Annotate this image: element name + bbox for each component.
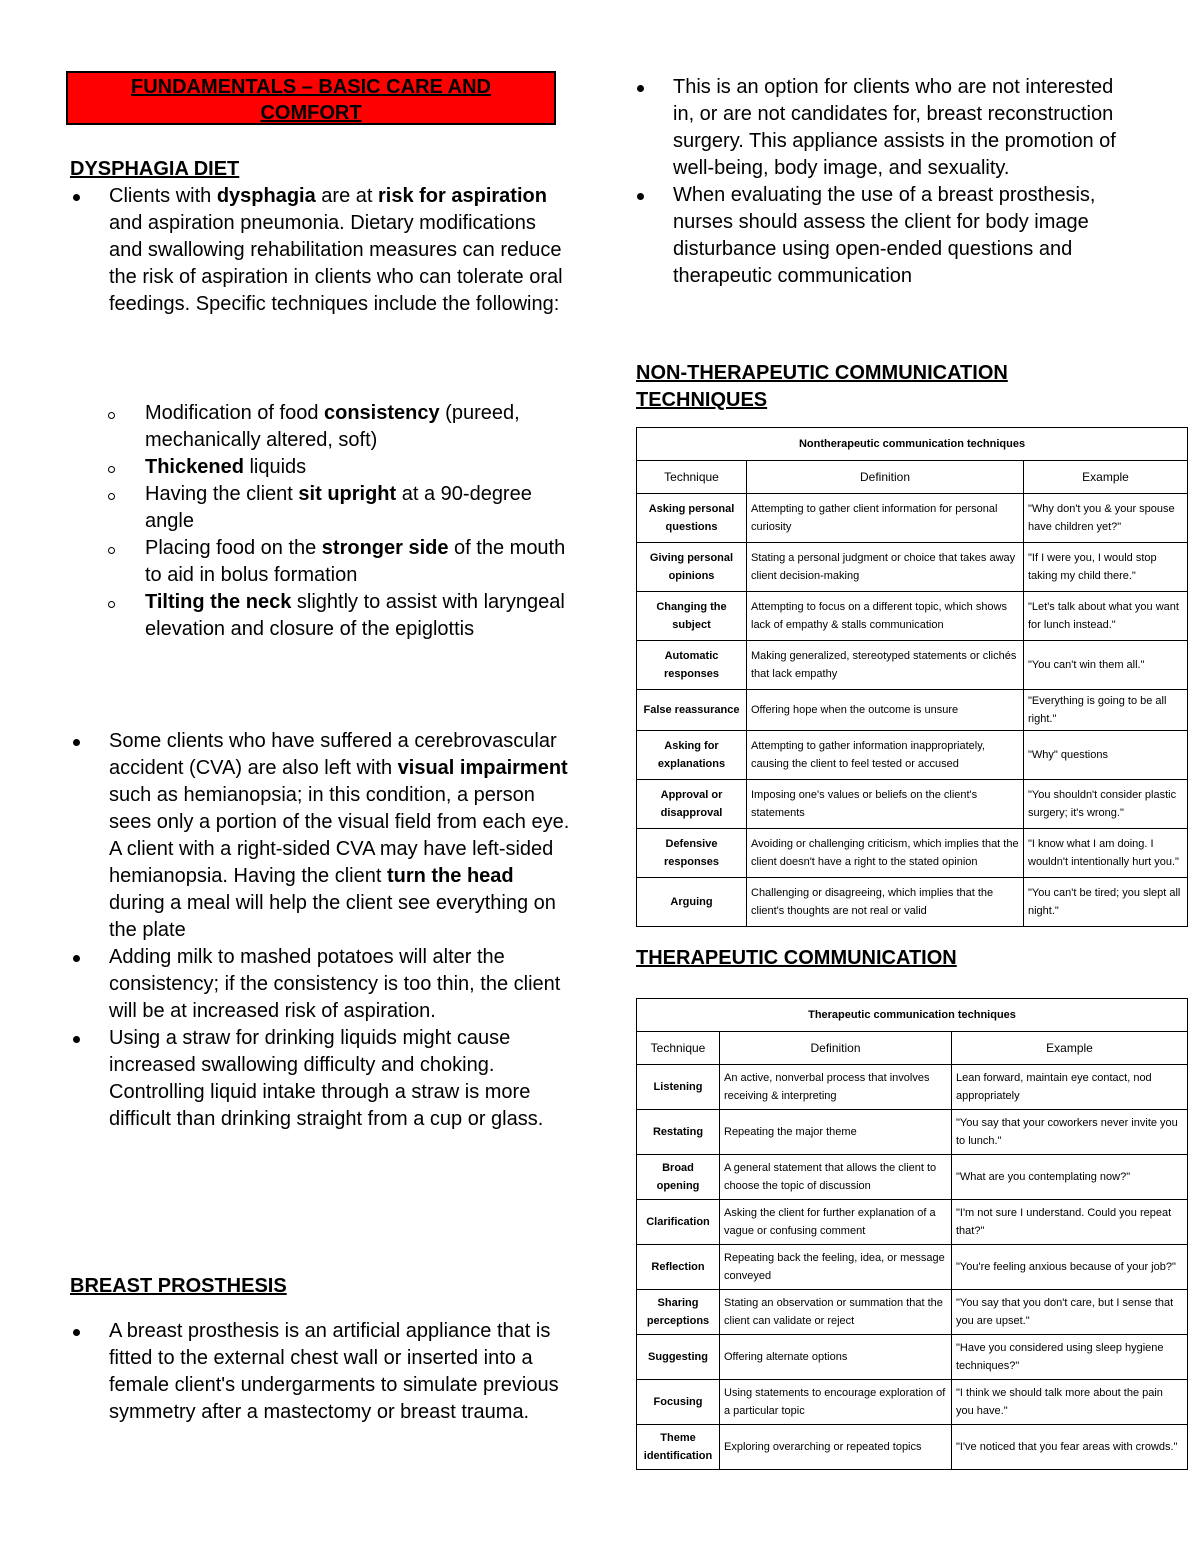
column-header: Definition (747, 461, 1024, 494)
bullet-icon (637, 193, 644, 200)
table-row: Restating Repeating the major theme "You say that your coworkers never invite you to lunch." (637, 1110, 1188, 1155)
table-row: Theme identification Exploring overarching or repeated topics "I've noticed that you fear areas with crowds." (637, 1425, 1188, 1470)
list-item: Clients with dysphagia are at risk for aspiration and aspiration pneumonia. Dietary modifications and swallowing rehabilitation measures can reduce the risk of aspiration in clients who can tolerate oral feedings. Specific techniques include the following: (70, 183, 570, 318)
bullet-icon (73, 194, 80, 201)
breast-prosthesis-heading: BREAST PROSTHESIS (70, 1275, 287, 1297)
therapeutic-table (636, 998, 1188, 1470)
list-item: Modification of food consistency (pureed, mechanically altered, soft) (106, 400, 571, 454)
nontherapeutic-table (636, 427, 1188, 927)
dysphagia-notes-list (70, 728, 570, 1133)
table-row: Reflection Repeating back the feeling, idea, or message conveyed "You're feeling anxious because of your job?" (637, 1245, 1188, 1290)
sub-bullet-icon (108, 493, 115, 500)
bullet-icon (73, 1036, 80, 1043)
sub-bullet-icon (108, 412, 115, 419)
table-row: Suggesting Offering alternate options "Have you considered using sleep hygiene techniques?" (637, 1335, 1188, 1380)
dysphagia-techniques-list (106, 400, 571, 643)
column-header: Technique (637, 461, 747, 494)
table-caption: Therapeutic communication techniques (637, 999, 1188, 1032)
sub-bullet-icon (108, 601, 115, 608)
table-row: Arguing Challenging or disagreeing, which implies that the client's thoughts are not real or valid "You can't be tired; you slept all night." (637, 878, 1188, 927)
bullet-icon (73, 955, 80, 962)
table-row: Sharing perceptions Stating an observation or summation that the client can validate or reject "You say that you don't care, but I sense that you are upset." (637, 1290, 1188, 1335)
list-item: Some clients who have suffered a cerebrovascular accident (CVA) are also left with visual impairment such as hemianopsia; in this condition, a person sees only a portion of the visual field from each eye. A client with a right-sided CVA may have left-sided hemianopsia. Having the client turn the head during a meal will help the client see everything on the plate (70, 728, 570, 944)
table-row: Clarification Asking the client for further explanation of a vague or confusing comment "I'm not sure I understand. Could you repeat that?" (637, 1200, 1188, 1245)
bullet-icon (73, 1329, 80, 1336)
breast-prosthesis-list-left (70, 1318, 570, 1426)
sub-bullet-icon (108, 466, 115, 473)
list-item: This is an option for clients who are not interested in, or are not candidates for, breast reconstruction surgery. This appliance assists in the promotion of well-being, body image, and sexuality. (634, 74, 1134, 182)
table-row: Approval or disapproval Imposing one's values or beliefs on the client's statements "You shouldn't consider plastic surgery; it's wrong." (637, 780, 1188, 829)
table-row: Listening An active, nonverbal process that involves receiving & interpreting Lean forward, maintain eye contact, nod appropriately (637, 1065, 1188, 1110)
list-item: When evaluating the use of a breast prosthesis, nurses should assess the client for body image disturbance using open-ended questions and therapeutic communication (634, 182, 1134, 290)
document-title (66, 71, 556, 125)
column-header: Definition (720, 1032, 952, 1065)
table-caption: Nontherapeutic communication techniques (637, 428, 1188, 461)
list-item: Thickened liquids (106, 454, 571, 481)
table-row: Changing the subject Attempting to focus on a different topic, which shows lack of empathy & stalls communication "Let's talk about what you want for lunch instead." (637, 592, 1188, 641)
column-header: Example (952, 1032, 1188, 1065)
list-item: Tilting the neck slightly to assist with laryngeal elevation and closure of the epiglottis (106, 589, 571, 643)
bullet-icon (637, 85, 644, 92)
list-item: Placing food on the stronger side of the mouth to aid in bolus formation (106, 535, 571, 589)
therapeutic-heading: THERAPEUTIC COMMUNICATION (636, 947, 957, 969)
table-row: Defensive responses Avoiding or challenging criticism, which implies that the client doesn't have a right to the stated opinion "I know what I am doing. I wouldn't intentionally hurt you." (637, 829, 1188, 878)
table-row: Asking personal questions Attempting to gather client information for personal curiosity "Why don't you & your spouse have children yet?" (637, 494, 1188, 543)
list-item: A breast prosthesis is an artificial appliance that is fitted to the external chest wall or inserted into a female client's undergarments to simulate previous symmetry after a mastectomy or breast trauma. (70, 1318, 570, 1426)
column-header: Technique (637, 1032, 720, 1065)
table-row: Broad opening A general statement that allows the client to choose the topic of discussion "What are you contemplating now?" (637, 1155, 1188, 1200)
list-item: Adding milk to mashed potatoes will alter the consistency; if the consistency is too thin, the client will be at increased risk of aspiration. (70, 944, 570, 1025)
dysphagia-heading: DYSPHAGIA DIET (70, 158, 240, 180)
title-line-2: COMFORT (260, 102, 362, 124)
list-item: Using a straw for drinking liquids might cause increased swallowing difficulty and choking. Controlling liquid intake through a straw is more difficult than drinking straight from a cup or glass. (70, 1025, 570, 1133)
table-row: Automatic responses Making generalized, stereotyped statements or clichés that lack empathy "You can't win them all." (637, 641, 1188, 690)
table-row: Focusing Using statements to encourage exploration of a particular topic "I think we should talk more about the pain you have." (637, 1380, 1188, 1425)
title-line-1: FUNDAMENTALS – BASIC CARE AND (131, 76, 491, 98)
sub-bullet-icon (108, 547, 115, 554)
list-item: Having the client sit upright at a 90-degree angle (106, 481, 571, 535)
breast-prosthesis-list-right (634, 74, 1134, 290)
table-row: Asking for explanations Attempting to gather information inappropriately, causing the client to feel tested or accused "Why" questions (637, 731, 1188, 780)
dysphagia-intro-list (70, 183, 570, 318)
table-row: Giving personal opinions Stating a personal judgment or choice that takes away client decision-making "If I were you, I would stop taking my child there." (637, 543, 1188, 592)
nontherapeutic-heading: NON-THERAPEUTIC COMMUNICATION TECHNIQUES (636, 362, 1008, 411)
column-header: Example (1024, 461, 1188, 494)
table-row: False reassurance Offering hope when the outcome is unsure "Everything is going to be all right." (637, 690, 1188, 731)
bullet-icon (73, 739, 80, 746)
